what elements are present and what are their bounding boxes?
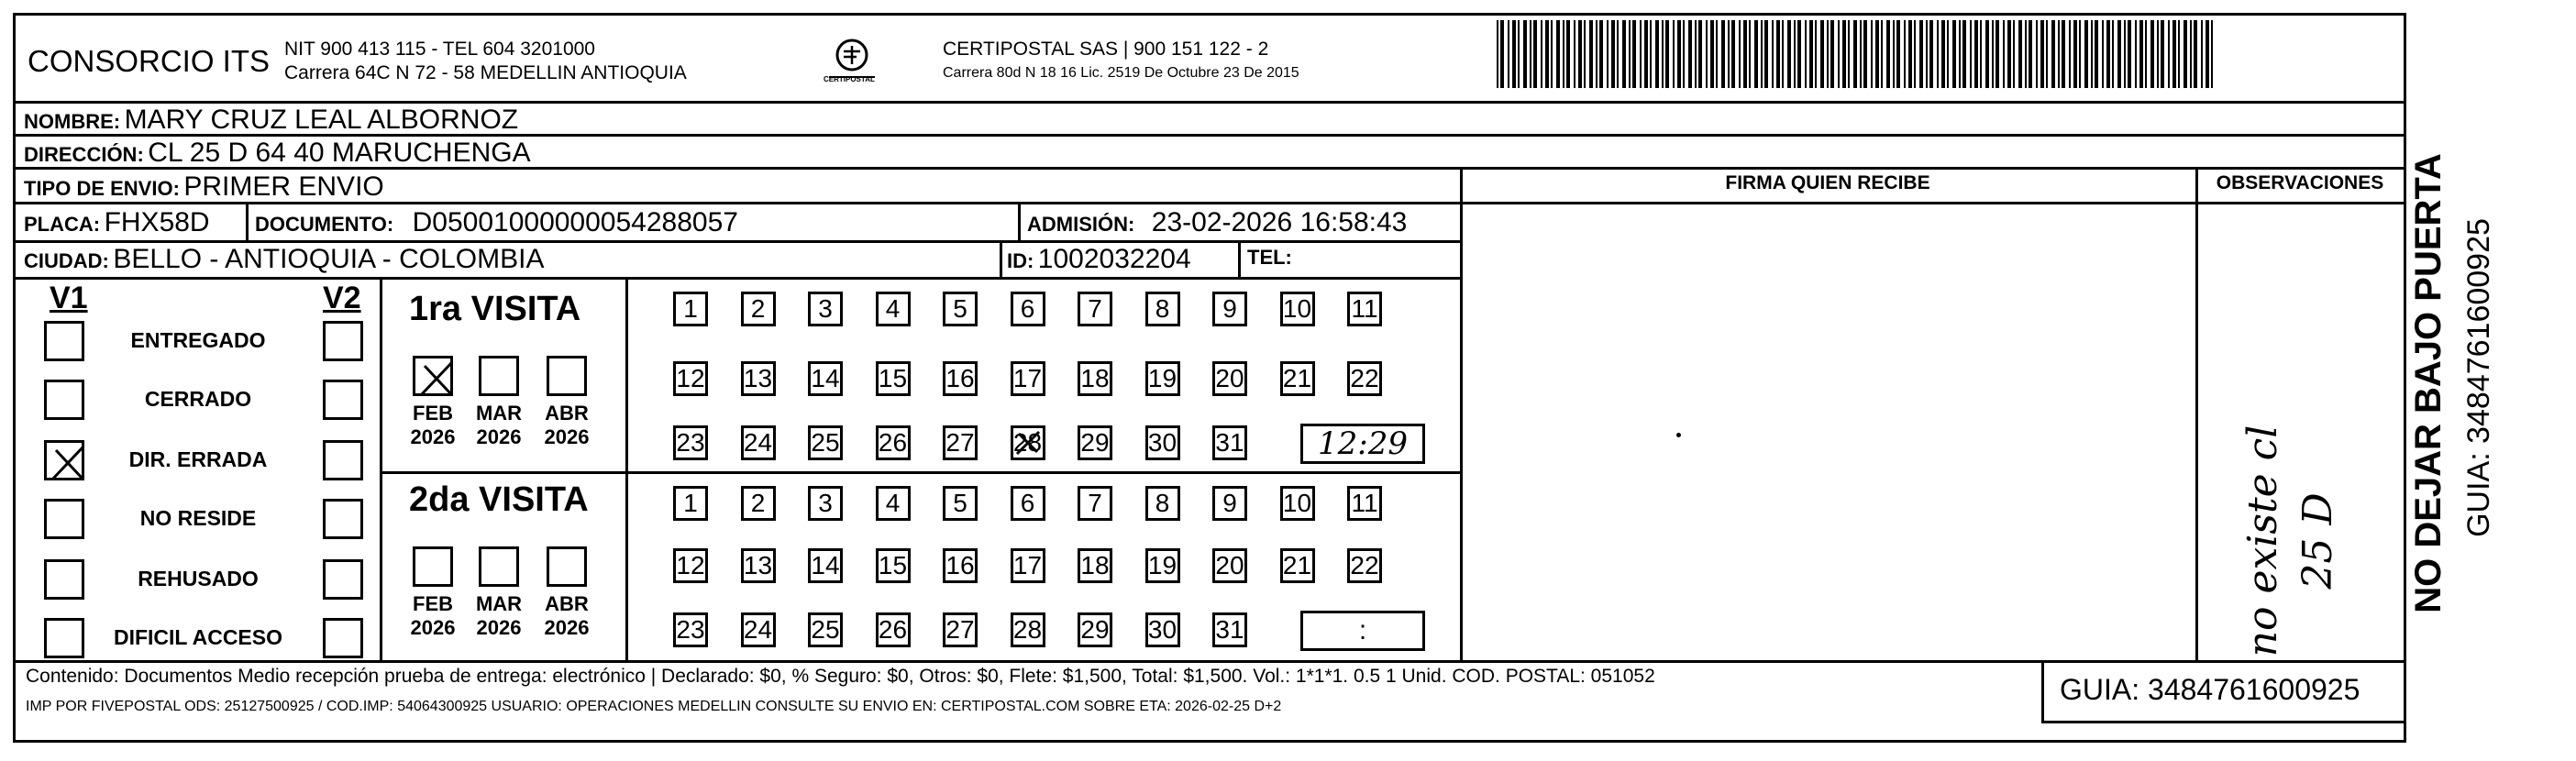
day-box[interactable]: 15: [876, 361, 911, 396]
firma-header: FIRMA QUIEN RECIBE: [1725, 172, 1930, 193]
ciudad-row: [24, 244, 544, 275]
month-label: FEB: [413, 402, 453, 425]
day-box[interactable]: 27: [943, 612, 978, 647]
direccion-label: DIRECCIÓN:: [24, 143, 144, 166]
day-cross-mark: [1013, 428, 1043, 458]
day-box[interactable]: 2: [741, 292, 776, 326]
month-label: MAR: [475, 402, 523, 425]
admision-label: ADMISIÓN:: [1027, 213, 1135, 236]
day-box[interactable]: 22: [1347, 361, 1382, 396]
day-box[interactable]: 5: [943, 292, 978, 326]
documento-label: DOCUMENTO:: [255, 213, 394, 236]
second-visit-title: 2da VISITA: [409, 480, 589, 519]
day-box[interactable]: 7: [1078, 292, 1112, 326]
day-box[interactable]: 21: [1280, 361, 1315, 396]
day-box[interactable]: 21: [1280, 548, 1315, 583]
v1-checkbox-1[interactable]: [44, 321, 84, 361]
nombre-value: MARY CRUZ LEAL ALBORNOZ: [124, 105, 519, 135]
day-box[interactable]: 4: [876, 292, 911, 326]
side-guia: GUIA: 3484761600925: [2461, 218, 2496, 537]
day-box[interactable]: 25: [808, 612, 843, 647]
day-box[interactable]: 19: [1145, 361, 1180, 396]
month-label: ABR: [545, 402, 589, 425]
day-box[interactable]: 17: [1011, 361, 1045, 396]
day-box[interactable]: 17: [1011, 548, 1045, 583]
documento-value: D05001000000054288057: [412, 207, 738, 237]
footer-content: Contenido: Documentos Medio recepción prueba de entrega: electrónico | Declarado: $0, % Seguro: $0, Otros: $0, Flete: $1,500, Total: $1,500. Vol.: 1*1*1. 0.5 1 Unid. COD. POSTAL: 051052: [26, 666, 1655, 687]
day-box[interactable]: 16: [943, 361, 978, 396]
admision-value: 23-02-2026 16:58:43: [1151, 207, 1408, 237]
day-box[interactable]: 15: [876, 548, 911, 583]
tipo-label: TIPO DE ENVIO:: [24, 177, 180, 200]
company-address: Carrera 64C N 72 - 58 MEDELLIN ANTIOQUIA: [284, 62, 687, 83]
id-row: [1007, 244, 1191, 275]
v1-label: V1: [50, 281, 88, 315]
nombre-label: NOMBRE:: [24, 110, 121, 133]
day-box[interactable]: 28: [1011, 425, 1045, 460]
day-box[interactable]: 13: [741, 548, 776, 583]
second-visit-time[interactable]: :: [1300, 611, 1425, 651]
day-box[interactable]: 26: [876, 425, 911, 460]
year-label: 2026: [410, 425, 456, 448]
day-box[interactable]: 10: [1280, 292, 1315, 326]
ciudad-label: CIUDAD:: [24, 249, 109, 272]
status-label: REHUSADO: [138, 567, 259, 590]
day-box[interactable]: 16: [943, 548, 978, 583]
month-checkbox-feb[interactable]: [413, 356, 453, 396]
handwritten-note: no existe cl 25 D: [2239, 425, 2341, 657]
day-box[interactable]: 2: [741, 486, 776, 521]
year-label: 2026: [544, 616, 590, 639]
certipostal-license: Carrera 80d N 18 16 Lic. 2519 De Octubre 23 De 2015: [943, 65, 1299, 81]
day-box[interactable]: 11: [1347, 486, 1382, 521]
day-box[interactable]: 19: [1145, 548, 1180, 583]
day-box[interactable]: 29: [1078, 612, 1112, 647]
day-box[interactable]: 31: [1212, 425, 1247, 460]
direccion-value: CL 25 D 64 40 MARUCHENGA: [148, 138, 531, 168]
signature-dot: [1676, 433, 1681, 437]
month-label: FEB: [413, 592, 453, 615]
year-label: 2026: [410, 616, 456, 639]
day-box[interactable]: 10: [1280, 486, 1315, 521]
v2-checkbox-3[interactable]: [323, 440, 363, 480]
day-box[interactable]: 1: [673, 486, 708, 521]
day-box[interactable]: 23: [673, 612, 708, 647]
id-label: ID:: [1007, 249, 1034, 272]
day-box[interactable]: 14: [808, 548, 843, 583]
day-box[interactable]: 28: [1011, 612, 1045, 647]
v1-checkbox-3[interactable]: [44, 440, 84, 480]
day-box[interactable]: 27: [943, 425, 978, 460]
logo-text: CERTIPOSTAL: [824, 75, 875, 83]
tel-label: TEL:: [1247, 246, 1292, 269]
month-checkbox-abr[interactable]: [547, 356, 587, 396]
day-box[interactable]: 18: [1078, 548, 1112, 583]
v1-checkbox-4[interactable]: [44, 499, 84, 539]
day-box[interactable]: 22: [1347, 548, 1382, 583]
month-checkbox-abr[interactable]: [547, 546, 587, 587]
day-box[interactable]: 8: [1145, 292, 1180, 326]
day-box[interactable]: 3: [808, 292, 843, 326]
day-box[interactable]: 29: [1078, 425, 1112, 460]
v2-checkbox-5[interactable]: [323, 559, 363, 600]
v2-label: V2: [323, 281, 361, 315]
observaciones-header: OBSERVACIONES: [2216, 172, 2384, 193]
month-checkbox-feb[interactable]: [413, 546, 453, 587]
day-box[interactable]: 3: [808, 486, 843, 521]
status-label: DIFICIL ACCESO: [113, 625, 282, 649]
ciudad-value: BELLO - ANTIOQUIA - COLOMBIA: [113, 244, 545, 274]
day-box[interactable]: 25: [808, 425, 843, 460]
month-label: ABR: [545, 592, 589, 615]
year-label: 2026: [476, 425, 522, 448]
placa-label: PLACA:: [24, 213, 101, 236]
tipo-row: [24, 171, 384, 203]
year-label: 2026: [476, 616, 522, 639]
v1-checkbox-6[interactable]: [44, 618, 84, 658]
documento-row: [255, 207, 738, 238]
no-dejar-notice: NO DEJAR BAJO PUERTA: [2408, 153, 2449, 613]
day-box[interactable]: 9: [1212, 486, 1247, 521]
v1-checkbox-5[interactable]: [44, 559, 84, 600]
company-nit: NIT 900 413 115 - TEL 604 3201000: [284, 39, 595, 60]
footer-guia: GUIA: 3484761600925: [2060, 673, 2360, 706]
day-box[interactable]: 18: [1078, 361, 1112, 396]
day-box[interactable]: 30: [1145, 612, 1180, 647]
day-box[interactable]: 1: [673, 292, 708, 326]
status-label: CERRADO: [144, 387, 252, 411]
day-box[interactable]: 9: [1212, 292, 1247, 326]
year-label: 2026: [544, 425, 590, 448]
day-box[interactable]: 30: [1145, 425, 1180, 460]
status-label: NO RESIDE: [139, 506, 257, 530]
month-checkbox-mar[interactable]: [479, 356, 519, 396]
day-box[interactable]: 26: [876, 612, 911, 647]
day-box[interactable]: 5: [943, 486, 978, 521]
footer-imp: IMP POR FIVEPOSTAL ODS: 25127500925 / COD.IMP: 54064300925 USUARIO: OPERACIONES MEDELLIN CONSULTE SU ENVIO EN: CERTIPOSTAL.COM SOBRE ETA: 2026-02-25 D+2: [26, 699, 1282, 714]
tipo-value: PRIMER ENVIO: [183, 171, 384, 202]
day-box[interactable]: 23: [673, 425, 708, 460]
status-label: DIR. ERRADA: [128, 447, 268, 471]
first-visit-time[interactable]: 12:29: [1300, 424, 1425, 464]
v1-checkbox-2[interactable]: [44, 380, 84, 420]
day-box[interactable]: 14: [808, 361, 843, 396]
day-box[interactable]: 12: [673, 548, 708, 583]
day-box[interactable]: 20: [1212, 548, 1247, 583]
v2-checkbox-4[interactable]: [323, 499, 363, 539]
v2-checkbox-6[interactable]: [323, 618, 363, 658]
id-value: 1002032204: [1037, 244, 1191, 274]
month-label: MAR: [475, 592, 523, 615]
certipostal-info: CERTIPOSTAL SAS | 900 151 122 - 2: [943, 39, 1269, 60]
day-box[interactable]: 6: [1011, 292, 1045, 326]
v2-checkbox-2[interactable]: [323, 380, 363, 420]
day-box[interactable]: 13: [741, 361, 776, 396]
day-box[interactable]: 6: [1011, 486, 1045, 521]
direccion-row: [24, 138, 531, 169]
nombre-row: [24, 105, 518, 136]
first-visit-title: 1ra VISITA: [409, 290, 581, 328]
day-box[interactable]: 8: [1145, 486, 1180, 521]
placa-row: [24, 207, 210, 238]
tel-row: [1247, 246, 1292, 270]
company-name: CONSORCIO ITS: [28, 44, 271, 78]
placa-value: FHX58D: [104, 207, 210, 237]
day-box[interactable]: 24: [741, 425, 776, 460]
month-checkbox-mar[interactable]: [479, 546, 519, 587]
day-box[interactable]: 12: [673, 361, 708, 396]
day-box[interactable]: 7: [1078, 486, 1112, 521]
day-box[interactable]: 11: [1347, 292, 1382, 326]
barcode: [1497, 20, 2221, 88]
day-box[interactable]: 24: [741, 612, 776, 647]
status-label: ENTREGADO: [130, 328, 266, 352]
v2-checkbox-1[interactable]: [323, 321, 363, 361]
admision-row: [1027, 207, 1407, 238]
certipostal-logo: [822, 35, 882, 90]
day-box[interactable]: 31: [1212, 612, 1247, 647]
day-box[interactable]: 4: [876, 486, 911, 521]
day-box[interactable]: 20: [1212, 361, 1247, 396]
